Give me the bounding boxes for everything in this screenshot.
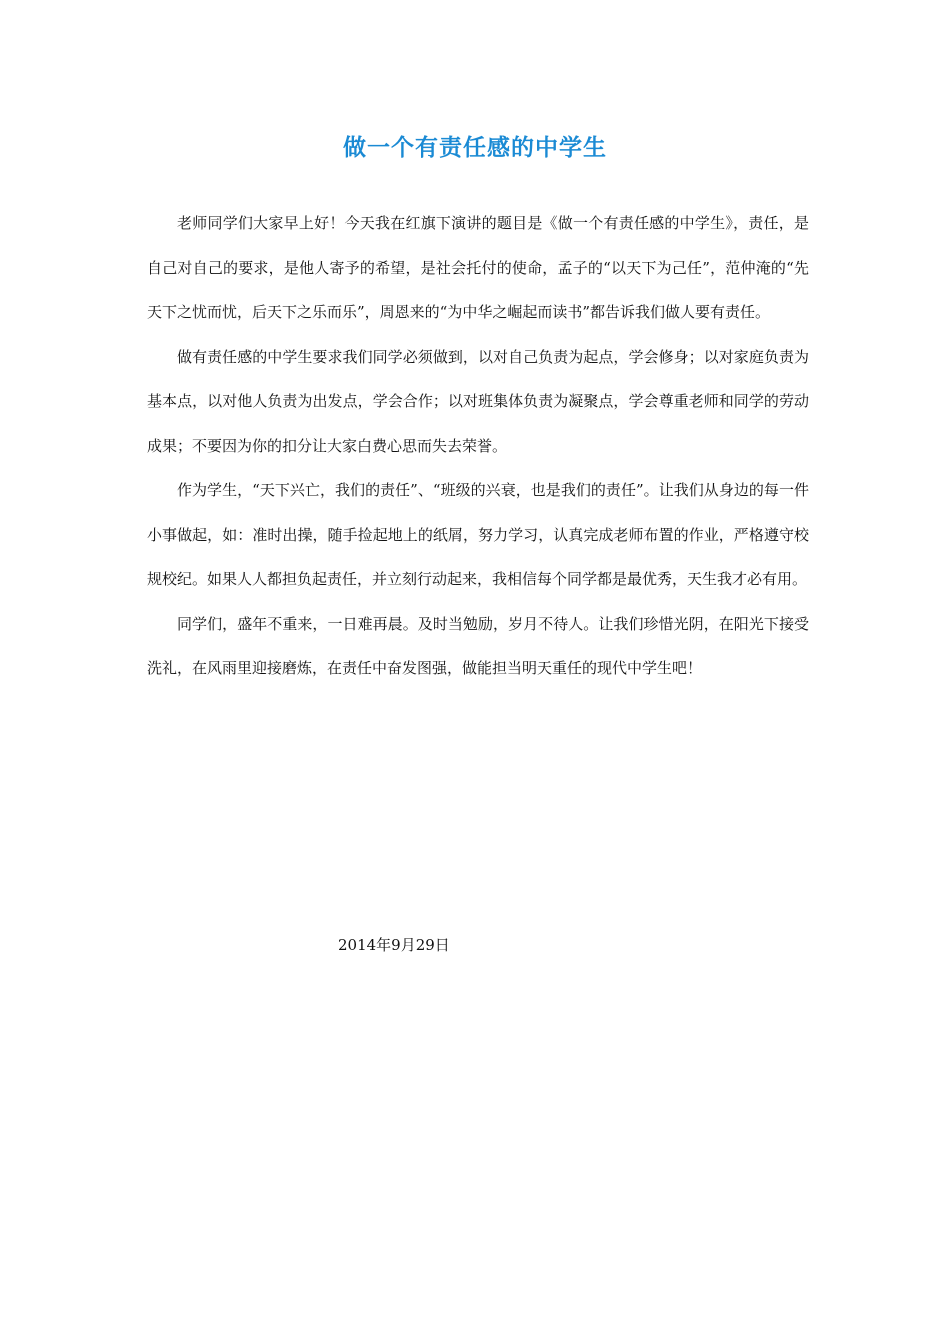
paragraph-2: 做有责任感的中学生要求我们同学必须做到，以对自己负责为起点，学会修身；以对家庭负责为基本点，以对他人负责为出发点，学会合作；以对班集体负责为凝聚点，学会尊重老师和同学的劳动成果；不要因为你的扣分让大家白费心思而失去荣誉。: [147, 347, 809, 455]
paragraph-3: 作为学生，“天下兴亡，我们的责任”、“班级的兴衰，也是我们的责任”。让我们从身边的每一件小事做起，如：准时出操，随手捡起地上的纸屑，努力学习，认真完成老师布置的作业，严格遵守校规校纪。如果人人都担负起责任，并立刻行动起来，我相信每个同学都是最优秀，天生我才必有用。: [147, 481, 809, 588]
document-body: [147, 201, 809, 691]
document-title: 做一个有责任感的中学生: [343, 135, 607, 161]
paragraph-1: 老师同学们大家早上好！今天我在红旗下演讲的题目是《做一个有责任感的中学生》，责任，是自己对自己的要求，是他人寄予的希望，是社会托付的使命，孟子的“以天下为己任”，范仲淹的“先天下之忧而忧，后天下之乐而乐”，周恩来的“为中华之崛起而读书”都告诉我们做人要有责任。: [147, 214, 809, 321]
document-date: 2014年9月29日: [338, 936, 450, 954]
paragraph-4: 同学们，盛年不重来，一日难再晨。及时当勉励，岁月不待人。让我们珍惜光阴，在阳光下接受洗礼，在风雨里迎接磨炼，在责任中奋发图强，做能担当明天重任的现代中学生吧！: [147, 614, 809, 677]
